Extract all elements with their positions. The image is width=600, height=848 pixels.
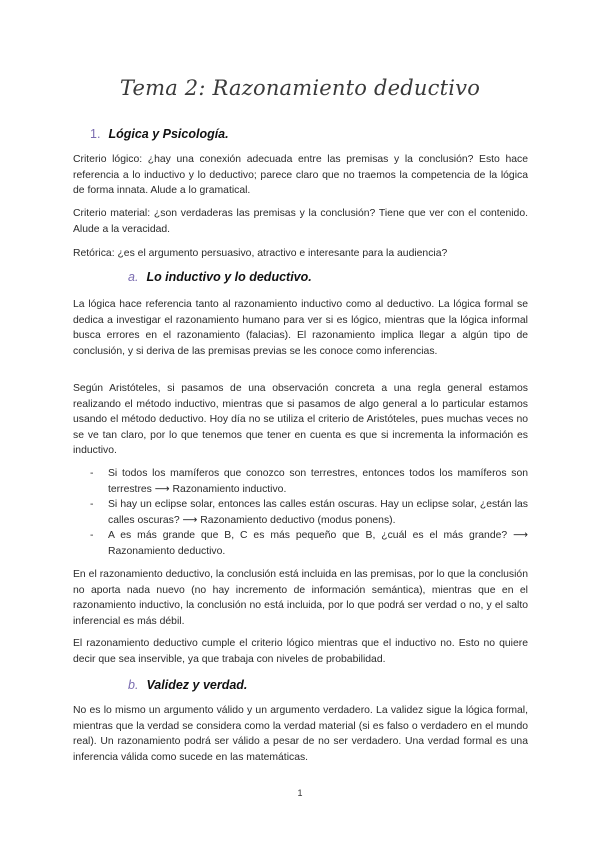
list-item: - Si todos los mamíferos que conozco son terrestres, entonces todos los mamíferos son terrestres ⟶ Razonamiento inductivo.	[90, 468, 528, 495]
subsection-heading-text: Validez y verdad.	[146, 678, 248, 692]
list-item: - Si hay un eclipse solar, entonces las calles están oscuras. Hay un eclipse solar, ¿están las calles oscuras? ⟶ Razonamiento deductivo (modus ponens).	[90, 499, 528, 526]
page-title: Tema 2: Razonamiento deductivo	[119, 76, 481, 100]
example-list	[90, 466, 528, 560]
paragraph-retorica: Retórica: ¿es el argumento persuasivo, atractivo e interesante para la audiencia?	[73, 248, 448, 259]
subsection-heading-a	[128, 270, 312, 284]
list-item: - A es más grande que B, C es más pequeño que B, ¿cuál es el más grande? ⟶ Razonamiento deductivo.	[90, 530, 528, 557]
section-number: 1.	[90, 127, 101, 141]
section-heading-text: Lógica y Psicología.	[108, 127, 229, 141]
section-heading	[90, 127, 229, 141]
subsection-letter: b.	[128, 678, 139, 692]
paragraph-criterio-logico: Criterio lógico: ¿hay una conexión adecuada entre las premisas y la conclusión? Esto hace referencia a lo inductivo y lo deductivo; parece claro que no traemos la competencia de la lógica de forma innata. Alude a lo gramatical.	[73, 154, 528, 197]
paragraph-aristoteles: Según Aristóteles, si pasamos de una observación concreta a una regla general estamos realizando el método inductivo, mientras que si pasamos de algo general a lo particular estamos usando el método deductivo. Hoy día no se utiliza el criterio de Aristóteles, pues muchas veces no se ve tan claro, por lo que tenemos que tener en cuenta es que si incrementa la información es inductivo.	[73, 383, 528, 457]
paragraph-validez: No es lo mismo un argumento válido y un argumento verdadero. La validez sigue la lógica formal, mientras que la verdad se considera como la verdad material (si es falso o verdadero en el mundo real). Un razonamiento podrá ser válido a pesar de no ser verdadero. Una verdad formal es una inferencia válida como sucede en las matemáticas.	[73, 705, 528, 763]
list-marker: -	[90, 468, 94, 479]
paragraph-logica: La lógica hace referencia tanto al razonamiento inductivo como al deductivo. La lógica formal se dedica a investigar el razonamiento humano para ver si es lógico, mientras que la lógica informal busca errores en el razonamiento (falacias). El razonamiento implica llegar a algún tipo de conclusión, y si deriva de las premisas previas se les conoce como inferencias.	[73, 299, 528, 357]
list-marker: -	[90, 530, 94, 542]
list-marker: -	[90, 499, 94, 511]
paragraph-criterio-material: Criterio material: ¿son verdaderas las premisas y la conclusión? Tiene que ver con el contenido. Alude a la veracidad.	[73, 208, 528, 235]
paragraph-deductivo: En el razonamiento deductivo, la conclusión está incluida en las premisas, por lo que la conclusión no aporta nada nuevo (no hay incremento de información semántica), mientras que en el razonamiento inductivo, la conclusión no está incluida, por lo que podrá ser verdad o no, y el salto inferencial es más débil.	[73, 569, 528, 627]
subsection-heading-text: Lo inductivo y lo deductivo.	[146, 270, 312, 284]
subsection-letter: a.	[128, 270, 139, 284]
page-number: 1	[297, 788, 303, 798]
paragraph-criterio-cumple: El razonamiento deductivo cumple el criterio lógico mientras que el inductivo no. Esto no quiere decir que sea inservible, ya que trabaja con niveles de probabilidad.	[73, 638, 528, 665]
subsection-heading-b	[128, 678, 247, 692]
